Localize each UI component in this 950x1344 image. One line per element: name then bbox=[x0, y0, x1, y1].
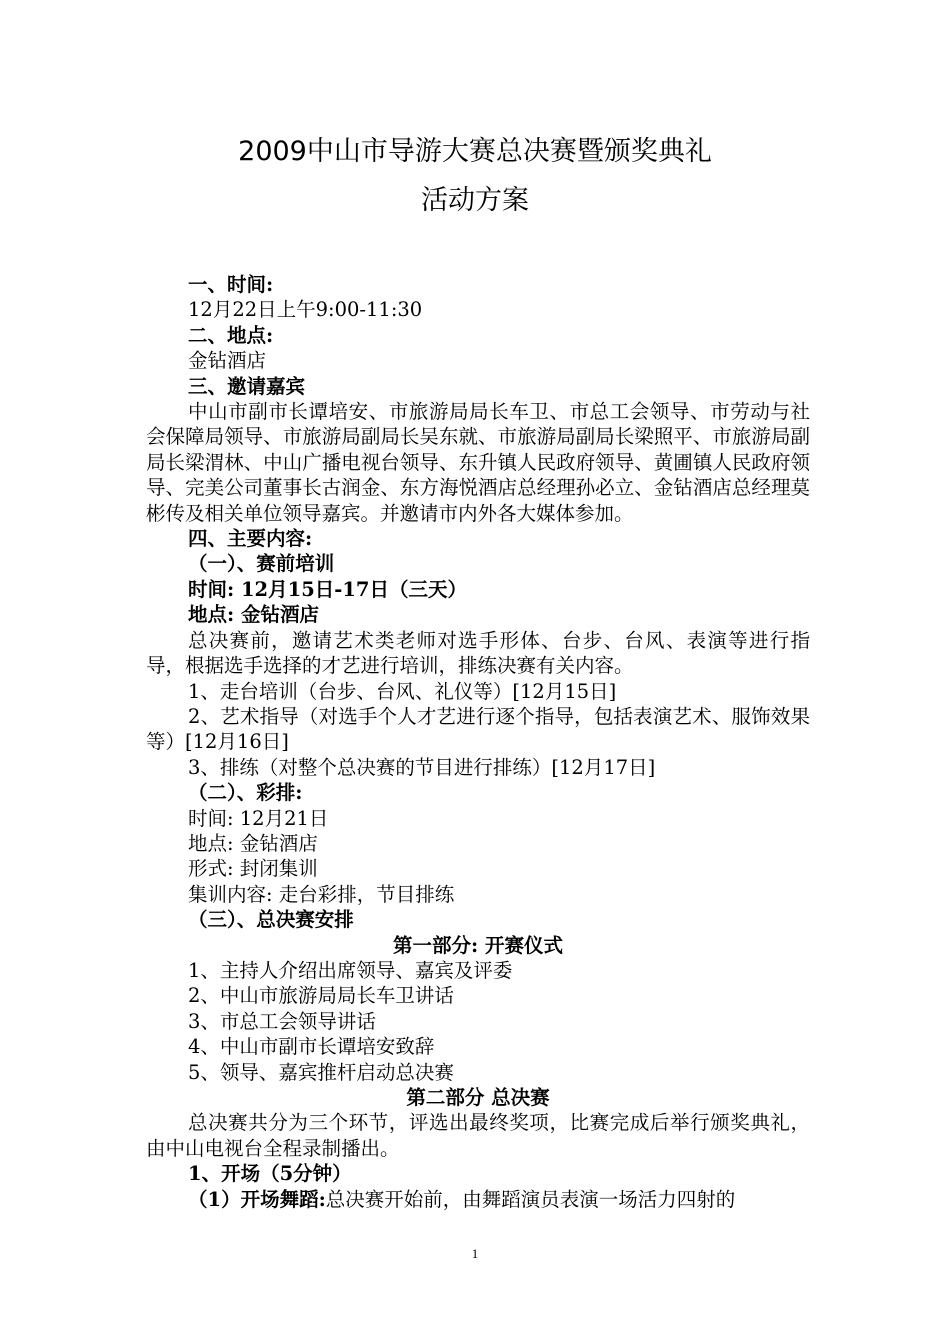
training-item-2: 2、艺术指导（对选手个人才艺进行逐个指导，包括表演艺术、服饰效果等）[12月16日] bbox=[146, 704, 810, 754]
rehearsal-time: 时间: 12月21日 bbox=[188, 806, 329, 830]
place-value: 金钻酒店 bbox=[188, 349, 267, 373]
document-subtitle: 活动方案 bbox=[421, 185, 529, 216]
final-part1-heading: 第一部分: 开赛仪式 bbox=[393, 933, 563, 957]
time-heading: 一、时间: bbox=[188, 273, 274, 296]
rehearsal-content: 集训内容: 走台彩排，节目排练 bbox=[188, 882, 455, 906]
rehearsal-form: 形式: 封闭集训 bbox=[188, 857, 318, 881]
final-item-1: 1、主持人介绍出席领导、嘉宾及评委 bbox=[188, 958, 513, 982]
training-place: 地点: 金钻酒店 bbox=[188, 603, 319, 627]
opening-line bbox=[146, 1187, 810, 1212]
final-item-2: 2、中山市旅游局局长车卫讲话 bbox=[188, 984, 454, 1008]
training-item-1: 1、走台培训（台步、台风、礼仪等）[12月15日] bbox=[188, 679, 617, 703]
final-part2-heading: 第二部分 总决赛 bbox=[406, 1086, 550, 1109]
content-heading: 四、主要内容: bbox=[188, 527, 313, 551]
final-item-3: 3、市总工会领导讲话 bbox=[188, 1009, 376, 1033]
document-body bbox=[146, 272, 810, 1212]
rehearsal-heading: （二）、彩排: bbox=[188, 781, 303, 805]
final-item-4: 4、中山市副市长谭培安致辞 bbox=[188, 1035, 435, 1059]
guests-text: 中山市副市长谭培安、市旅游局局长车卫、市总工会领导、市劳动与社会保障局领导、市旅游局副局长吴东就、市旅游局副局长梁照平、市旅游局副局长梁渭林、中山广播电视台领导、东升镇人民政府领导、黄圃镇人民政府领导、完美公司董事长古润金、东方海悦酒店总经理孙必立、金钻酒店总经理莫彬传及相关单位领导嘉宾。并邀请市内外各大媒体参加。 bbox=[146, 400, 810, 525]
training-item-3: 3、排练（对整个总决赛的节目进行排练）[12月17日] bbox=[188, 755, 656, 779]
opening-label: （1）开场舞蹈: bbox=[188, 1187, 326, 1211]
guests-heading: 三、邀请嘉宾 bbox=[188, 374, 306, 398]
page-number: 1 bbox=[471, 1246, 479, 1261]
final-heading: （三）、总决赛安排 bbox=[188, 908, 354, 932]
training-desc: 总决赛前，邀请艺术类老师对选手形体、台步、台风、表演等进行指导，根据选手选择的才艺进行培训，排练决赛有关内容。 bbox=[146, 628, 810, 678]
final-desc: 总决赛共分为三个环节，评选出最终奖项，比赛完成后举行颁奖典礼，由中山电视台全程录制播出。 bbox=[146, 1111, 810, 1160]
place-heading: 二、地点: bbox=[188, 323, 274, 347]
time-value: 12月22日上午9:00-11:30 bbox=[188, 298, 423, 322]
opening-heading: 1、开场（5分钟） bbox=[188, 1162, 352, 1186]
opening-text: 总决赛开始前，由舞蹈演员表演一场活力四射的 bbox=[325, 1187, 736, 1211]
final-item-5: 5、领导、嘉宾推杆启动总决赛 bbox=[188, 1060, 454, 1084]
training-time: 时间: 12月15日-17日（三天） bbox=[188, 577, 467, 601]
training-heading: （一）、赛前培训 bbox=[188, 552, 335, 576]
document-title: 2009中山市导游大赛总决赛暨颁奖典礼 bbox=[238, 136, 712, 167]
rehearsal-place: 地点: 金钻酒店 bbox=[188, 831, 318, 855]
